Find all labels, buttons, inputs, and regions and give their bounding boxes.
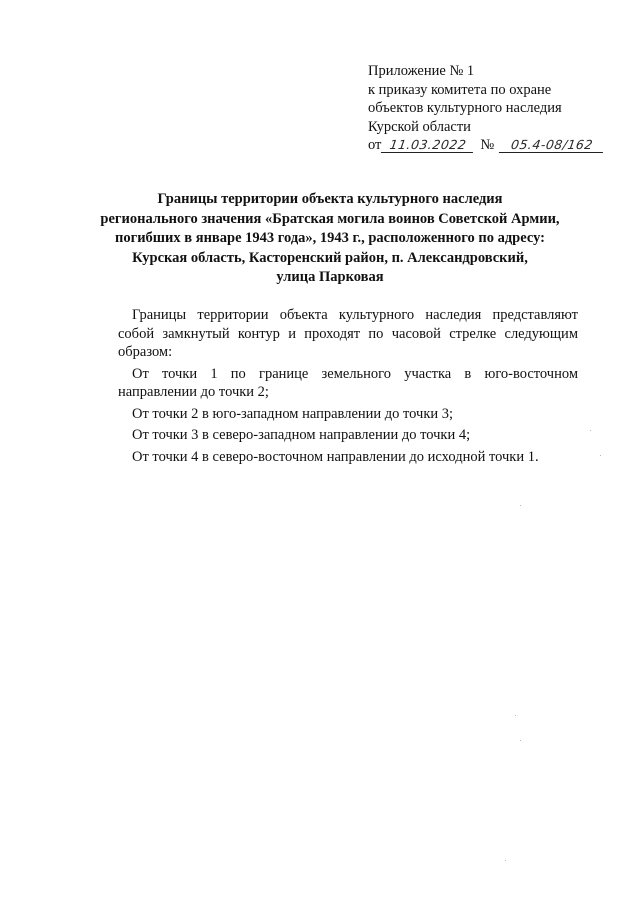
appendix-header: [368, 62, 628, 155]
title-line-3: погибших в январе 1943 года», 1943 г., расположенного по адресу:: [115, 230, 545, 246]
title-line-4: Курская область, Касторенский район, п. Александровский,: [132, 249, 528, 266]
title-line-5: улица Парковая: [276, 269, 384, 285]
appendix-order-line: к приказу комитета по охране: [368, 81, 552, 98]
number-sign: №: [480, 137, 495, 153]
boundary-step-4: От точки 4 в северо-восточном направлении до исходной точки 1.: [132, 448, 539, 465]
boundary-description: [118, 306, 578, 469]
boundary-step-1: От точки 1 по границе земельного участка в юго-восточном направлении до точки 2;: [118, 365, 578, 400]
order-number-handwritten: 05.4-08/162: [499, 137, 605, 153]
from-label: от: [368, 137, 382, 153]
scan-speck: [515, 715, 516, 716]
intro-paragraph: Границы территории объекта культурного наследия представляют собой замкнутый контур и проходят по часовой стрелке следующим образом:: [118, 307, 578, 360]
scan-speck: [590, 430, 591, 431]
appendix-region-line: Курской области: [368, 118, 471, 135]
scan-speck: [600, 455, 601, 456]
order-reference-row: [368, 136, 628, 155]
title-line-1: Границы территории объекта культурного наследия: [157, 191, 503, 207]
boundary-step-2: От точки 2 в юго-западном направлении до точки 3;: [132, 405, 454, 422]
appendix-committee-line: объектов культурного наследия: [368, 100, 562, 116]
title-line-2: регионального значения «Братская могила воинов Советской Армии,: [100, 210, 560, 227]
document-title: [80, 190, 580, 288]
boundary-step-3: От точки 3 в северо-западном направлении до точки 4;: [132, 427, 471, 443]
order-date-handwritten: 11.03.2022: [381, 137, 475, 153]
scan-speck: [520, 505, 521, 506]
scan-speck: [505, 860, 506, 861]
appendix-number: Приложение № 1: [368, 63, 475, 79]
scan-speck: [520, 740, 521, 741]
